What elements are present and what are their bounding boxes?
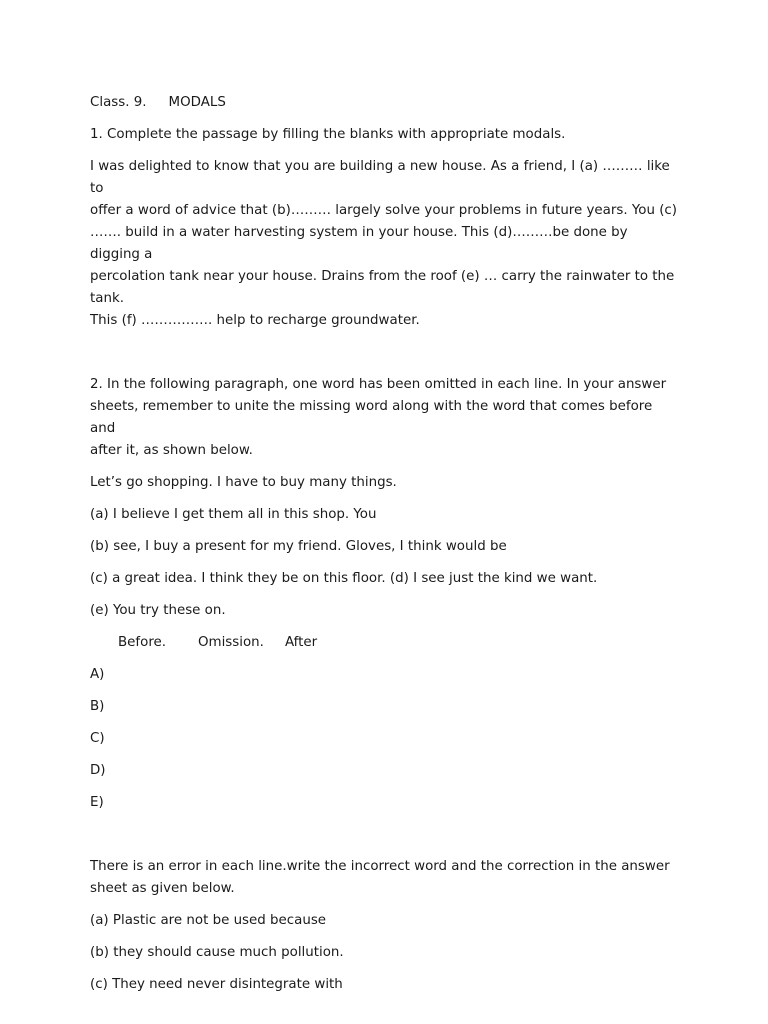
worksheet-header — [90, 92, 680, 114]
error-line: (b) they should cause much pollution. — [90, 945, 344, 960]
passage-line: offer a word of advice that (b)……… largely solve your problems in future years. You (c) — [90, 203, 678, 218]
answer-label: B) — [90, 699, 105, 714]
answer-label: D) — [90, 763, 106, 778]
exercise-line: (e) You try these on. — [90, 603, 226, 618]
instruction-line: after it, as shown below. — [90, 443, 253, 458]
column-before: Before. — [118, 635, 167, 650]
instruction-line: There is an error in each line.write the incorrect word and the correction in the answer — [90, 859, 670, 874]
passage-line: ……. build in a water harvesting system in your house. This (d)………be done by digging a — [90, 225, 628, 262]
error-line: (c) They need never disintegrate with — [90, 977, 343, 992]
section3-instruction — [90, 856, 680, 900]
answer-label: C) — [90, 731, 105, 746]
section1-instruction: 1. Complete the passage by filling the blanks with appropriate modals. — [90, 127, 566, 142]
column-after: After — [285, 635, 318, 650]
instruction-line: sheets, remember to unite the missing word along with the word that comes before and — [90, 399, 653, 436]
exercise-line: (a) I believe I get them all in this shop. You — [90, 507, 377, 522]
class-label: Class. 9. — [90, 95, 147, 110]
topic-title: MODALS — [168, 95, 226, 110]
answer-column-headers — [90, 632, 680, 654]
answer-label: E) — [90, 795, 104, 810]
error-line: (a) Plastic are not be used because — [90, 913, 327, 928]
instruction-line: 2. In the following paragraph, one word has been omitted in each line. In your answer — [90, 377, 667, 392]
passage-line: This (f) ……………. help to recharge groundwater. — [90, 313, 420, 328]
answer-label: A) — [90, 667, 105, 682]
section2-instruction — [90, 374, 680, 462]
section2-intro: Let’s go shopping. I have to buy many things. — [90, 475, 397, 490]
passage-line: I was delighted to know that you are building a new house. As a friend, I (a) ……… like to — [90, 159, 670, 196]
exercise-line: (c) a great idea. I think they be on this floor. (d) I see just the kind we want. — [90, 571, 598, 586]
column-omission: Omission. — [198, 635, 264, 650]
worksheet-page — [90, 92, 680, 1006]
passage-line: percolation tank near your house. Drains from the roof (e) … carry the rainwater to the tank. — [90, 269, 675, 306]
section1-passage — [90, 156, 680, 332]
instruction-line: sheet as given below. — [90, 881, 235, 896]
exercise-line: (b) see, I buy a present for my friend. Gloves, I think would be — [90, 539, 507, 554]
